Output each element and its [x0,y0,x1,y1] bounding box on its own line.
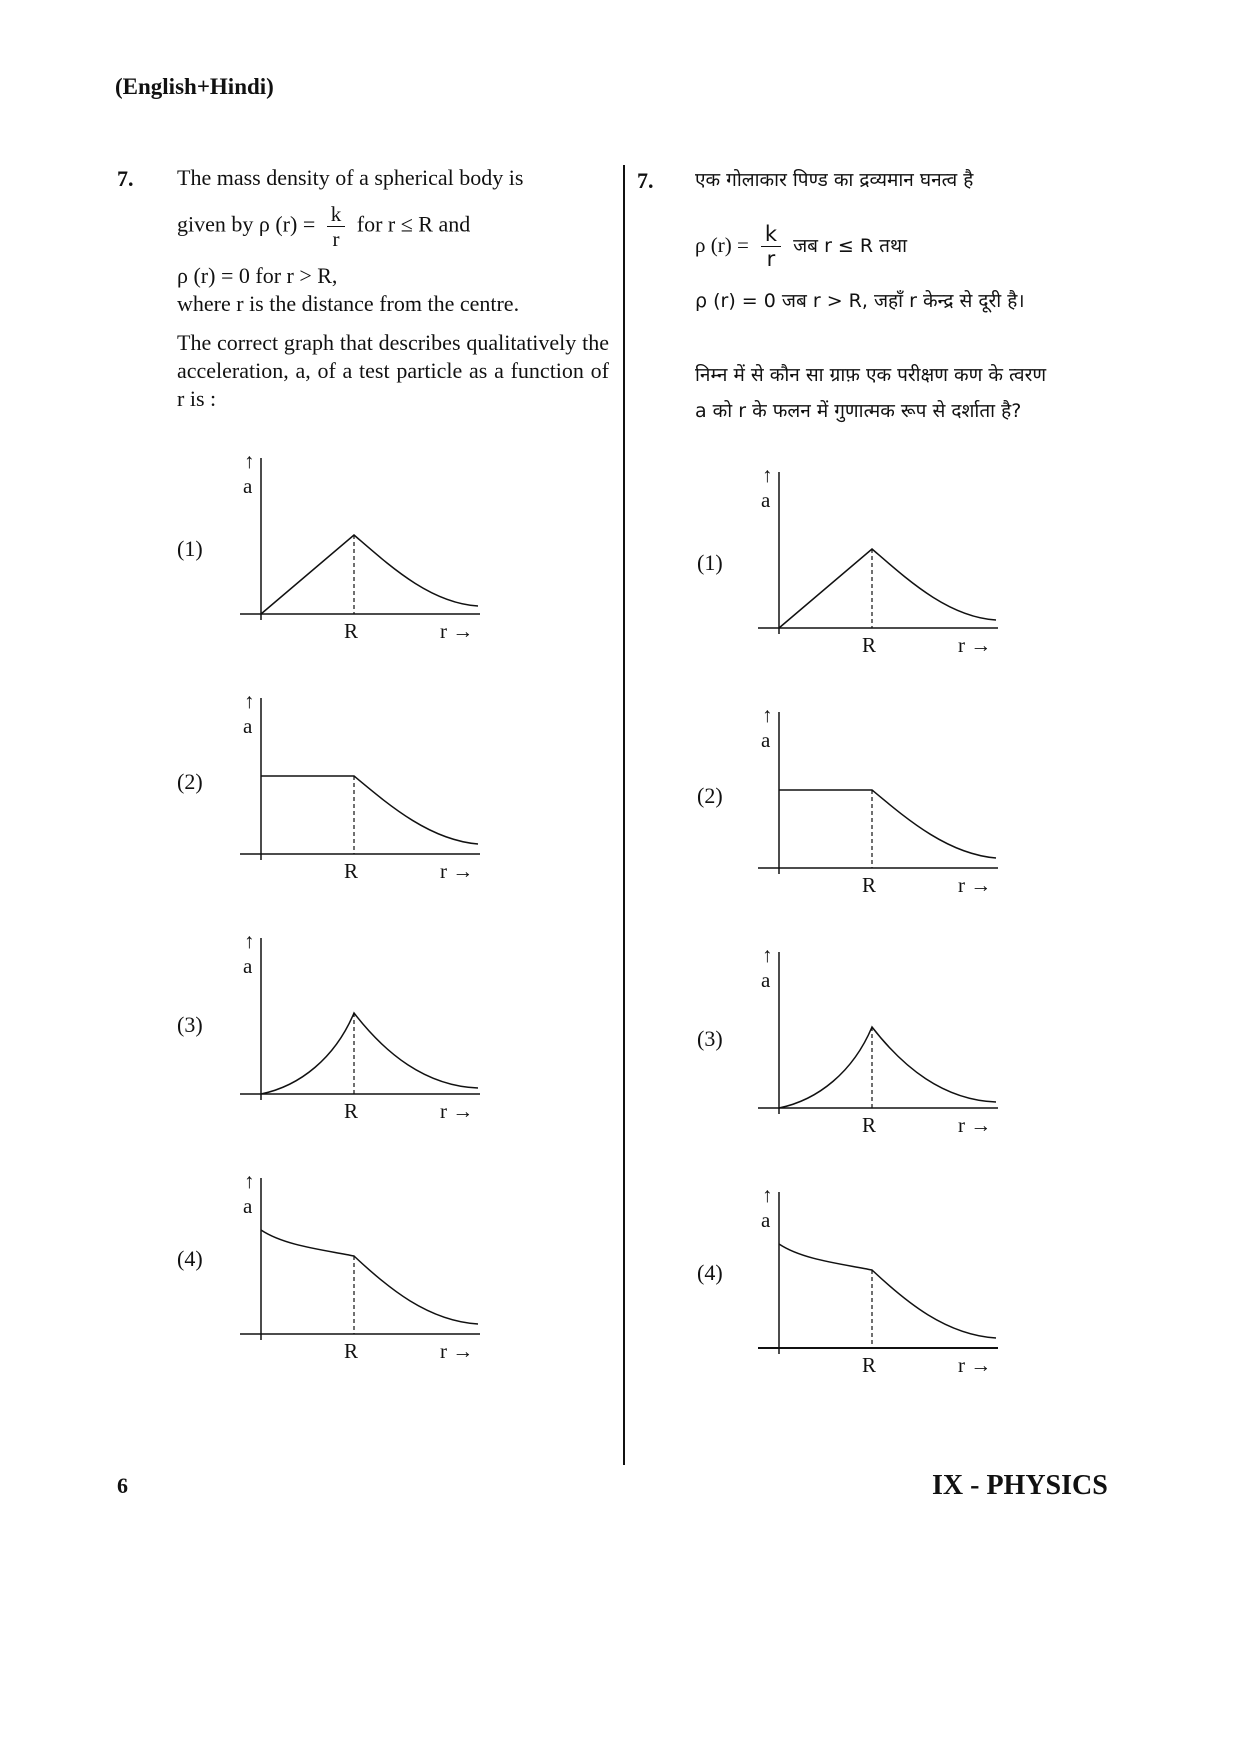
hi-density-formula [695,222,907,271]
hi-prompt-line1: निम्न में से कौन सा ग्राफ़ एक परीक्षण कण के त्वरण [695,364,1047,386]
y-axis-label: a [243,1194,253,1218]
hi-formula-prefix: ρ (r) = [695,233,749,257]
acceleration-curve [261,1013,478,1094]
graph-option-1-en [240,448,490,648]
option-label-3-hi: (3) [697,1026,723,1051]
acceleration-curve [261,776,478,844]
y-axis-arrow: ↑ [244,1169,255,1193]
x-axis-label: r → [958,873,992,897]
hi-frac-numerator: k [761,222,781,247]
y-axis-label: a [761,728,771,752]
acceleration-curve [779,790,996,858]
R-tick-label: R [862,633,877,657]
hi-formula-suffix: जब r ≤ R तथा [793,235,908,257]
R-tick-label: R [344,859,359,883]
column-divider [623,165,625,1465]
y-axis-arrow: ↑ [762,943,773,967]
acceleration-curve [779,549,996,628]
acceleration-curve [779,1027,996,1108]
en-fraction [327,202,346,251]
R-tick-label: R [862,873,877,897]
graph-option-4-hi [758,1182,1008,1382]
graph-option-1-hi [758,462,1008,662]
x-axis-label: r → [440,859,474,883]
hi-line1: एक गोलाकार पिण्ड का द्रव्यमान घनत्व है [695,169,974,191]
graph-option-2-en [240,688,490,888]
question-number-en: 7. [117,166,134,191]
x-axis-label: r → [958,1353,992,1377]
option-label-2-hi: (2) [697,783,723,808]
acceleration-curve [261,1230,478,1324]
en-question-prompt: The correct graph that describes qualitatively the acceleration, a, of a test particle as a function of r is : [177,330,609,411]
option-label-1-hi: (1) [697,550,723,575]
page-number: 6 [117,1473,128,1498]
option-label-1-en: (1) [177,536,203,561]
R-tick-label: R [862,1113,877,1137]
graph-option-4-en [240,1168,490,1368]
subject-footer: IX - PHYSICS [932,1470,1108,1501]
graph-option-3-hi [758,942,1008,1142]
y-axis-label: a [243,714,253,738]
en-frac-denominator: r [332,227,340,251]
en-line1: The mass density of a spherical body is [177,165,524,190]
x-axis-label: r → [440,619,474,643]
question-number-hi: 7. [637,168,654,193]
x-axis-label: r → [958,1113,992,1137]
acceleration-curve [261,535,478,614]
x-axis-label: r → [958,633,992,657]
y-axis-arrow: ↑ [762,463,773,487]
option-label-2-en: (2) [177,769,203,794]
x-axis-label: r → [440,1339,474,1363]
y-axis-label: a [761,968,771,992]
y-axis-arrow: ↑ [762,1183,773,1207]
en-line4: where r is the distance from the centre. [177,291,520,316]
acceleration-curve [779,1244,996,1338]
graph-option-2-hi [758,702,1008,902]
R-tick-label: R [344,619,359,643]
y-axis-arrow: ↑ [244,689,255,713]
hi-line3: ρ (r) = 0 जब r > R, जहाँ r केन्द्र से दूरी है। [695,290,1025,312]
hi-fraction [761,222,781,271]
en-formula-prefix: given by ρ (r) = [177,211,316,237]
R-tick-label: R [344,1339,359,1363]
y-axis-label: a [761,1208,771,1232]
option-label-3-en: (3) [177,1012,203,1037]
y-axis-label: a [243,474,253,498]
x-axis-label: r → [440,1099,474,1123]
R-tick-label: R [344,1099,359,1123]
y-axis-label: a [243,954,253,978]
hi-frac-denominator: r [766,247,776,271]
y-axis-arrow: ↑ [244,449,255,473]
graph-option-3-en [240,928,490,1128]
y-axis-arrow: ↑ [244,929,255,953]
option-label-4-hi: (4) [697,1260,723,1285]
paper-header: (English+Hindi) [115,74,274,99]
y-axis-arrow: ↑ [762,703,773,727]
en-density-formula [177,202,470,251]
hi-prompt-line2: a को r के फलन में गुणात्मक रूप से दर्शाता है? [695,400,1022,422]
en-frac-numerator: k [327,202,346,227]
R-tick-label: R [862,1353,877,1377]
y-axis-label: a [761,488,771,512]
option-label-4-en: (4) [177,1246,203,1271]
en-formula-suffix: for r ≤ R and [356,211,471,237]
en-line3: ρ (r) = 0 for r > R, [177,263,338,288]
